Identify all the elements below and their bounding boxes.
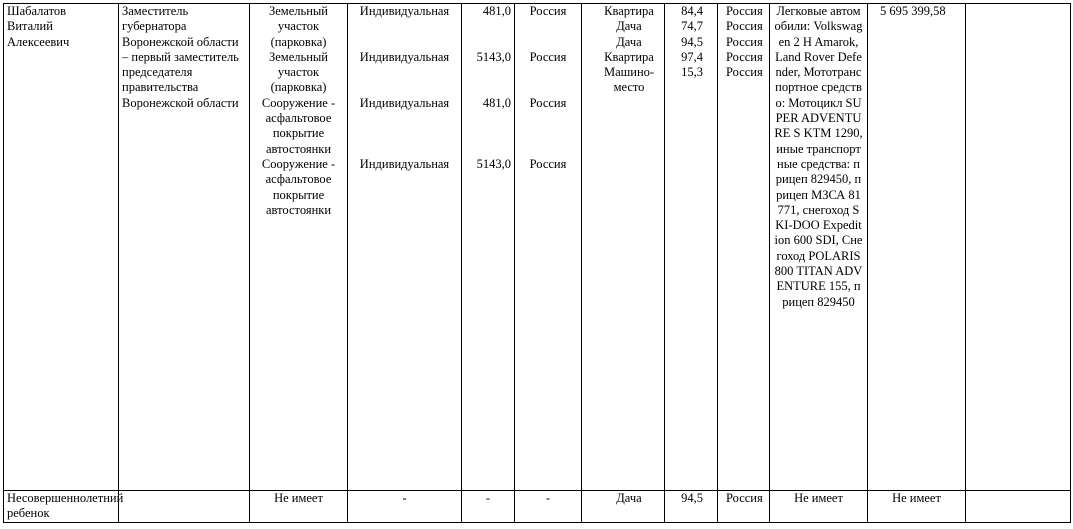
- used-area: 74,7: [681, 19, 703, 34]
- vehicles-cell: Не имеет: [770, 491, 868, 523]
- owned-country: -: [515, 491, 582, 523]
- owned-type: Земельный участок (парковка): [269, 4, 328, 49]
- owned-type-cell: [250, 4, 348, 491]
- owned-country: Россия: [529, 156, 567, 171]
- used-type: Квартира: [604, 49, 654, 64]
- income-cell: Не имеет: [868, 491, 966, 523]
- used-country: Россия: [726, 34, 763, 49]
- vehicles-cell: Легковые автомобили: Volkswagen 2 H Amarok, Land Rover Defender, Мототранспортное средство: Мотоцикл SUPER ADVENTURE S KTM 1290, иные транспортные средства: прицеп 829450, прицеп МЗСА 81771, снегоход SKI-DOO Expedition 600 SDI, Снегоход POLARIS 800 TITAN ADVENTURE 155, прицеп 829450: [770, 4, 868, 491]
- owned-area: -: [462, 491, 515, 523]
- owned-area-cell: [462, 4, 515, 491]
- used-type: Дача: [582, 491, 665, 523]
- owned-ownership: Индивидуальная: [359, 156, 450, 171]
- used-area-cell: [665, 4, 718, 491]
- owned-type: Сооружение - асфальтовое покрытие автостоянки: [261, 95, 336, 156]
- used-type: Машино-место: [604, 65, 655, 95]
- used-area: 97,4: [681, 49, 703, 64]
- source-cell: [966, 4, 1071, 491]
- owned-country: Россия: [529, 49, 567, 64]
- person-position: Заместитель губернатора Воронежской области – первый заместитель председателя правительства Воронежской области: [119, 4, 250, 491]
- income-cell: 5 695 399,58: [868, 4, 966, 491]
- used-country: Россия: [726, 65, 763, 80]
- used-country: Россия: [718, 491, 770, 523]
- owned-ownership: -: [348, 491, 462, 523]
- used-country: Россия: [726, 49, 763, 64]
- owned-ownership-cell: [348, 4, 462, 491]
- owned-area: 481,0: [482, 95, 511, 110]
- used-type: Дача: [616, 19, 642, 34]
- owned-country-cell: [515, 4, 582, 491]
- declaration-table: [3, 3, 1071, 523]
- table-row: [4, 4, 1071, 491]
- person-position: [119, 491, 250, 523]
- owned-country: Россия: [529, 4, 567, 18]
- used-area: 84,4: [681, 4, 703, 18]
- owned-type: Не имеет: [250, 491, 348, 523]
- used-type: Квартира: [604, 4, 654, 18]
- owned-area: 481,0: [482, 4, 511, 18]
- owned-type: Земельный участок (парковка): [269, 49, 328, 95]
- owned-ownership: Индивидуальная: [359, 95, 450, 110]
- used-area: 94,5: [681, 34, 703, 49]
- source-cell: [966, 491, 1071, 523]
- owned-area: 5143,0: [476, 156, 511, 171]
- used-type: Дача: [616, 34, 642, 49]
- owned-ownership: Индивидуальная: [359, 4, 450, 18]
- used-area: 15,3: [681, 65, 703, 80]
- used-country: Россия: [726, 4, 763, 18]
- person-name: Шабалатов Виталий Алексеевич: [4, 4, 119, 491]
- used-country: Россия: [726, 19, 763, 34]
- used-area: 94,5: [665, 491, 718, 523]
- owned-type: Сооружение - асфальтовое покрытие автостоянки: [261, 156, 336, 217]
- table-row: [4, 491, 1071, 523]
- owned-ownership: Индивидуальная: [359, 49, 450, 64]
- used-country-cell: [718, 4, 770, 491]
- owned-area: 5143,0: [476, 49, 511, 64]
- used-type-cell: [582, 4, 665, 491]
- person-name: Несовершеннолетний ребенок: [4, 491, 119, 523]
- owned-country: Россия: [529, 95, 567, 110]
